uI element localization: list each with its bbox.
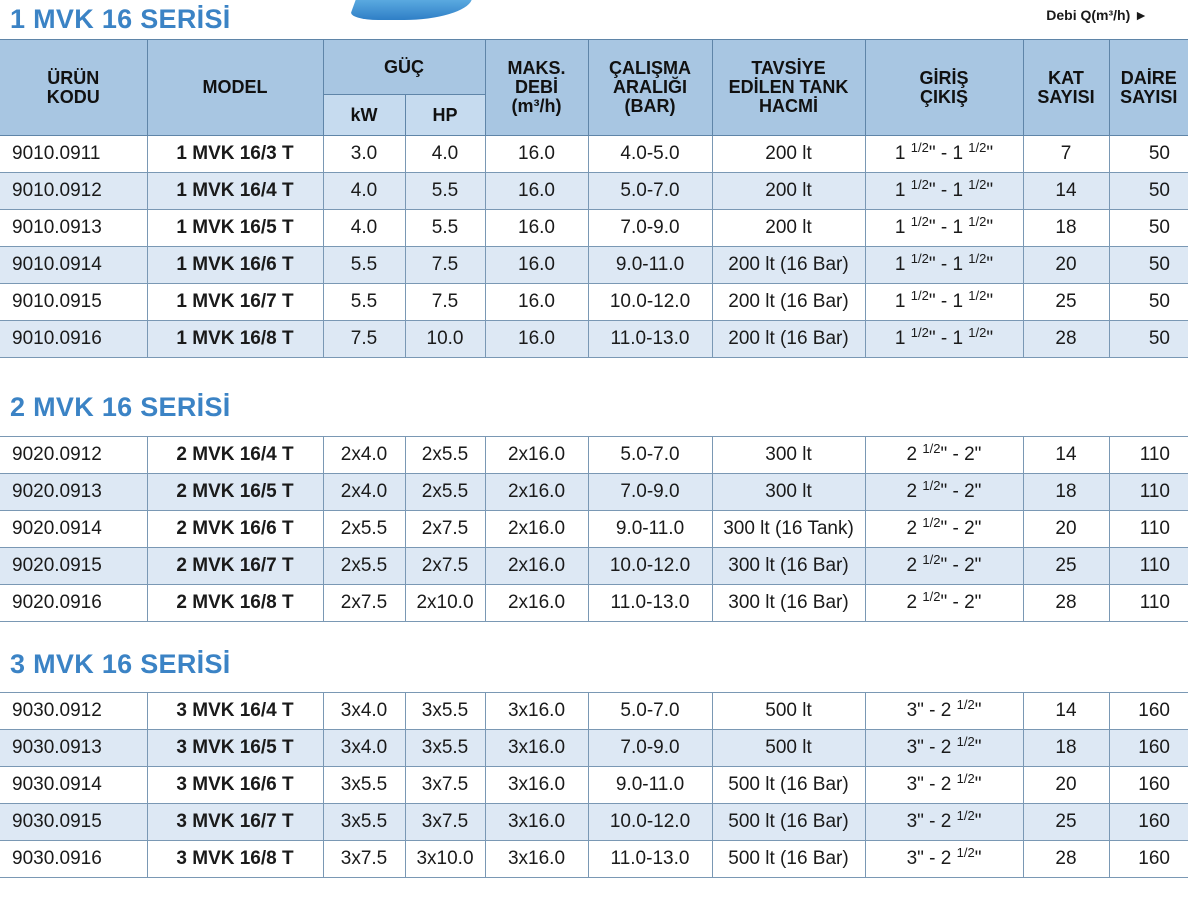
product-code-cell: 9010.0915 [0, 284, 147, 321]
inch-size-text: " [974, 811, 982, 832]
apartment-count-cell: 110 [1109, 548, 1188, 585]
product-code-cell: 9020.0914 [0, 511, 147, 548]
model-cell: 1 MVK 16/3 T [147, 136, 323, 173]
apartment-count-cell: 50 [1109, 136, 1188, 173]
inch-size-text: " [974, 848, 982, 869]
max-flow-cell: 16.0 [485, 136, 588, 173]
floor-count-cell: 20 [1023, 247, 1109, 284]
hp-cell: 5.5 [405, 173, 485, 210]
inch-size-text: " - 1 [928, 291, 969, 312]
kw-cell: 5.5 [323, 247, 405, 284]
inch-fraction: 1/2 [922, 478, 941, 493]
inch-fraction: 1/2 [910, 214, 929, 229]
kw-cell: 2x5.5 [323, 548, 405, 585]
inch-size-text: 3" - 2 [906, 737, 957, 758]
kw-cell: 2x4.0 [323, 474, 405, 511]
product-code-cell: 9020.0915 [0, 548, 147, 585]
max-flow-cell: 2x16.0 [485, 511, 588, 548]
kw-cell: 3x4.0 [323, 730, 405, 767]
inch-size-text: 3" - 2 [906, 811, 957, 832]
floor-count-cell: 14 [1023, 437, 1109, 474]
inlet-outlet-cell [865, 210, 1023, 247]
hp-cell: 5.5 [405, 210, 485, 247]
floor-count-cell: 18 [1023, 474, 1109, 511]
floor-count-cell: 25 [1023, 548, 1109, 585]
model-cell: 3 MVK 16/5 T [147, 730, 323, 767]
max-flow-cell: 3x16.0 [485, 767, 588, 804]
apartment-count-cell: 110 [1109, 585, 1188, 622]
spec-table-2 [0, 436, 1188, 622]
inch-size-text: " [986, 217, 994, 238]
tank-volume-cell: 200 lt [712, 136, 865, 173]
inch-size-text: 1 [894, 217, 911, 238]
tank-volume-cell: 200 lt [712, 210, 865, 247]
tank-volume-cell: 300 lt (16 Bar) [712, 548, 865, 585]
apartment-count-cell: 160 [1109, 730, 1188, 767]
series-title-2: 2 MVK 16 SERİSİ [10, 392, 231, 422]
model-cell: 1 MVK 16/6 T [147, 247, 323, 284]
hp-cell: 4.0 [405, 136, 485, 173]
max-flow-cell: 16.0 [485, 321, 588, 358]
inlet-outlet-cell [865, 511, 1023, 548]
inch-size-text: " - 1 [928, 328, 969, 349]
product-code-cell: 9020.0916 [0, 585, 147, 622]
operating-range-cell: 11.0-13.0 [588, 321, 712, 358]
apartment-count-cell: 160 [1109, 841, 1188, 878]
inlet-outlet-cell [865, 767, 1023, 804]
inch-fraction: 1/2 [910, 140, 929, 155]
floor-count-cell: 28 [1023, 321, 1109, 358]
inch-fraction: 1/2 [956, 697, 975, 712]
header-power: GÜÇ [323, 40, 485, 95]
operating-range-cell: 10.0-12.0 [588, 548, 712, 585]
operating-range-cell: 5.0-7.0 [588, 693, 712, 730]
inch-size-text: 2 [906, 518, 923, 539]
max-flow-cell: 16.0 [485, 247, 588, 284]
kw-cell: 2x5.5 [323, 511, 405, 548]
inlet-outlet-cell [865, 173, 1023, 210]
tank-volume-cell: 200 lt (16 Bar) [712, 247, 865, 284]
spec-table-1 [0, 39, 1188, 358]
product-code-cell: 9030.0913 [0, 730, 147, 767]
inch-size-text: " [974, 700, 982, 721]
inch-fraction: 1/2 [968, 288, 987, 303]
inch-size-text: " - 1 [928, 217, 969, 238]
series-title-3: 3 MVK 16 SERİSİ [10, 649, 231, 679]
table-row [0, 474, 1188, 511]
model-cell: 2 MVK 16/6 T [147, 511, 323, 548]
tank-volume-cell: 500 lt (16 Bar) [712, 804, 865, 841]
inlet-outlet-cell [865, 585, 1023, 622]
inlet-outlet-cell [865, 693, 1023, 730]
inlet-outlet-cell [865, 437, 1023, 474]
operating-range-cell: 4.0-5.0 [588, 136, 712, 173]
header-product-code: ÜRÜN KODU [0, 40, 147, 136]
inch-size-text: " [974, 737, 982, 758]
max-flow-cell: 3x16.0 [485, 804, 588, 841]
inch-size-text: 2 [906, 444, 923, 465]
table-header [0, 40, 1188, 136]
floor-count-cell: 28 [1023, 841, 1109, 878]
kw-cell: 4.0 [323, 173, 405, 210]
inch-size-text: " - 1 [928, 143, 969, 164]
max-flow-cell: 2x16.0 [485, 585, 588, 622]
inch-size-text: 3" - 2 [906, 848, 957, 869]
floor-count-cell: 18 [1023, 730, 1109, 767]
inch-fraction: 1/2 [910, 325, 929, 340]
inch-size-text: 2 [906, 592, 923, 613]
hp-cell: 3x7.5 [405, 804, 485, 841]
apartment-count-cell: 160 [1109, 767, 1188, 804]
model-cell: 2 MVK 16/8 T [147, 585, 323, 622]
inch-size-text: 3" - 2 [906, 700, 957, 721]
tank-volume-cell: 500 lt [712, 693, 865, 730]
hp-cell: 10.0 [405, 321, 485, 358]
kw-cell: 3.0 [323, 136, 405, 173]
flow-rate-label: Debi Q(m³/h) ► [1046, 7, 1148, 23]
inlet-outlet-cell [865, 284, 1023, 321]
series-title-1: 1 MVK 16 SERİSİ [10, 4, 231, 34]
kw-cell: 3x5.5 [323, 767, 405, 804]
table-row [0, 841, 1188, 878]
inch-size-text: " - 2" [940, 444, 982, 465]
kw-cell: 4.0 [323, 210, 405, 247]
floor-count-cell: 14 [1023, 693, 1109, 730]
inch-size-text: " - 1 [928, 180, 969, 201]
model-cell: 3 MVK 16/6 T [147, 767, 323, 804]
model-cell: 1 MVK 16/4 T [147, 173, 323, 210]
hp-cell: 2x5.5 [405, 437, 485, 474]
table-row [0, 210, 1188, 247]
floor-count-cell: 20 [1023, 767, 1109, 804]
inlet-outlet-cell [865, 548, 1023, 585]
operating-range-cell: 10.0-12.0 [588, 804, 712, 841]
product-code-cell: 9010.0912 [0, 173, 147, 210]
inch-size-text: " [986, 143, 994, 164]
floor-count-cell: 14 [1023, 173, 1109, 210]
hp-cell: 7.5 [405, 247, 485, 284]
inch-size-text: 2 [906, 555, 923, 576]
model-cell: 2 MVK 16/7 T [147, 548, 323, 585]
model-cell: 2 MVK 16/4 T [147, 437, 323, 474]
header-apartment-count: DAİRE SAYISI [1109, 40, 1188, 136]
inlet-outlet-cell [865, 136, 1023, 173]
max-flow-cell: 3x16.0 [485, 730, 588, 767]
floor-count-cell: 7 [1023, 136, 1109, 173]
hp-cell: 3x10.0 [405, 841, 485, 878]
tank-volume-cell: 200 lt [712, 173, 865, 210]
inlet-outlet-cell [865, 321, 1023, 358]
floor-count-cell: 18 [1023, 210, 1109, 247]
kw-cell: 7.5 [323, 321, 405, 358]
inch-fraction: 1/2 [922, 441, 941, 456]
inlet-outlet-cell [865, 804, 1023, 841]
header-floor-count: KAT SAYISI [1023, 40, 1109, 136]
inch-fraction: 1/2 [910, 251, 929, 266]
operating-range-cell: 9.0-11.0 [588, 511, 712, 548]
product-code-cell: 9010.0913 [0, 210, 147, 247]
kw-cell: 2x4.0 [323, 437, 405, 474]
tank-volume-cell: 300 lt [712, 474, 865, 511]
inch-size-text: 1 [894, 291, 911, 312]
inch-fraction: 1/2 [968, 214, 987, 229]
operating-range-cell: 5.0-7.0 [588, 173, 712, 210]
apartment-count-cell: 50 [1109, 284, 1188, 321]
tank-volume-cell: 300 lt [712, 437, 865, 474]
table-row [0, 321, 1188, 358]
apartment-count-cell: 160 [1109, 693, 1188, 730]
inch-size-text: " - 2" [940, 555, 982, 576]
tank-volume-cell: 200 lt (16 Bar) [712, 284, 865, 321]
product-code-cell: 9010.0914 [0, 247, 147, 284]
max-flow-cell: 16.0 [485, 210, 588, 247]
max-flow-cell: 2x16.0 [485, 437, 588, 474]
header-max-flow: MAKS. DEBİ (m³/h) [485, 40, 588, 136]
table-row [0, 804, 1188, 841]
inch-fraction: 1/2 [922, 515, 941, 530]
inch-size-text: " - 2" [940, 592, 982, 613]
product-code-cell: 9020.0912 [0, 437, 147, 474]
pump-image-fragment [348, 0, 471, 20]
product-code-cell: 9010.0911 [0, 136, 147, 173]
inch-fraction: 1/2 [910, 288, 929, 303]
table-row [0, 173, 1188, 210]
hp-cell: 3x5.5 [405, 693, 485, 730]
inch-fraction: 1/2 [922, 589, 941, 604]
header-kw: kW [323, 95, 405, 136]
header-operating-range: ÇALIŞMA ARALIĞI (BAR) [588, 40, 712, 136]
operating-range-cell: 7.0-9.0 [588, 474, 712, 511]
operating-range-cell: 11.0-13.0 [588, 841, 712, 878]
tank-volume-cell: 500 lt (16 Bar) [712, 767, 865, 804]
kw-cell: 2x7.5 [323, 585, 405, 622]
header-inlet-outlet: GİRİŞ ÇIKIŞ [865, 40, 1023, 136]
table-body-1 [0, 136, 1188, 358]
inch-size-text: 1 [894, 180, 911, 201]
inch-size-text: 3" - 2 [906, 774, 957, 795]
kw-cell: 3x5.5 [323, 804, 405, 841]
apartment-count-cell: 50 [1109, 247, 1188, 284]
inlet-outlet-cell [865, 841, 1023, 878]
product-code-cell: 9030.0912 [0, 693, 147, 730]
product-code-cell: 9010.0916 [0, 321, 147, 358]
model-cell: 3 MVK 16/7 T [147, 804, 323, 841]
product-code-cell: 9030.0914 [0, 767, 147, 804]
inch-size-text: 2 [906, 481, 923, 502]
apartment-count-cell: 160 [1109, 804, 1188, 841]
table-row [0, 548, 1188, 585]
inch-fraction: 1/2 [968, 177, 987, 192]
kw-cell: 3x4.0 [323, 693, 405, 730]
inch-fraction: 1/2 [956, 845, 975, 860]
operating-range-cell: 7.0-9.0 [588, 210, 712, 247]
inch-fraction: 1/2 [968, 140, 987, 155]
max-flow-cell: 2x16.0 [485, 548, 588, 585]
inch-size-text: " - 2" [940, 481, 982, 502]
table-row [0, 693, 1188, 730]
inch-fraction: 1/2 [922, 552, 941, 567]
hp-cell: 2x10.0 [405, 585, 485, 622]
spec-table-3 [0, 692, 1188, 878]
product-code-cell: 9030.0915 [0, 804, 147, 841]
model-cell: 3 MVK 16/8 T [147, 841, 323, 878]
inch-size-text: " [986, 180, 994, 201]
tank-volume-cell: 200 lt (16 Bar) [712, 321, 865, 358]
inch-size-text: " - 2" [940, 518, 982, 539]
table-row [0, 511, 1188, 548]
inch-size-text: " [986, 328, 994, 349]
inch-fraction: 1/2 [968, 325, 987, 340]
max-flow-cell: 16.0 [485, 284, 588, 321]
table-row [0, 284, 1188, 321]
apartment-count-cell: 50 [1109, 173, 1188, 210]
model-cell: 2 MVK 16/5 T [147, 474, 323, 511]
inch-size-text: " [986, 254, 994, 275]
kw-cell: 5.5 [323, 284, 405, 321]
model-cell: 1 MVK 16/7 T [147, 284, 323, 321]
hp-cell: 3x7.5 [405, 767, 485, 804]
apartment-count-cell: 110 [1109, 511, 1188, 548]
hp-cell: 2x7.5 [405, 511, 485, 548]
tank-volume-cell: 300 lt (16 Bar) [712, 585, 865, 622]
tank-volume-cell: 300 lt (16 Tank) [712, 511, 865, 548]
table-row [0, 136, 1188, 173]
header-model: MODEL [147, 40, 323, 136]
model-cell: 3 MVK 16/4 T [147, 693, 323, 730]
inlet-outlet-cell [865, 247, 1023, 284]
model-cell: 1 MVK 16/8 T [147, 321, 323, 358]
apartment-count-cell: 50 [1109, 321, 1188, 358]
max-flow-cell: 3x16.0 [485, 841, 588, 878]
inch-fraction: 1/2 [910, 177, 929, 192]
table-row [0, 730, 1188, 767]
inlet-outlet-cell [865, 474, 1023, 511]
floor-count-cell: 25 [1023, 804, 1109, 841]
inch-size-text: 1 [894, 328, 911, 349]
inch-size-text: " [986, 291, 994, 312]
operating-range-cell: 7.0-9.0 [588, 730, 712, 767]
inch-fraction: 1/2 [956, 808, 975, 823]
tank-volume-cell: 500 lt [712, 730, 865, 767]
floor-count-cell: 25 [1023, 284, 1109, 321]
floor-count-cell: 28 [1023, 585, 1109, 622]
operating-range-cell: 10.0-12.0 [588, 284, 712, 321]
model-cell: 1 MVK 16/5 T [147, 210, 323, 247]
hp-cell: 3x5.5 [405, 730, 485, 767]
table-row [0, 585, 1188, 622]
operating-range-cell: 11.0-13.0 [588, 585, 712, 622]
inch-fraction: 1/2 [956, 771, 975, 786]
inch-size-text: " - 1 [928, 254, 969, 275]
apartment-count-cell: 110 [1109, 474, 1188, 511]
hp-cell: 7.5 [405, 284, 485, 321]
floor-count-cell: 20 [1023, 511, 1109, 548]
header-tank-volume: TAVSİYE EDİLEN TANK HACMİ [712, 40, 865, 136]
inch-size-text: 1 [894, 254, 911, 275]
operating-range-cell: 5.0-7.0 [588, 437, 712, 474]
apartment-count-cell: 50 [1109, 210, 1188, 247]
table-body-3 [0, 693, 1188, 878]
inch-fraction: 1/2 [956, 734, 975, 749]
inch-size-text: " [974, 774, 982, 795]
header-hp: HP [405, 95, 485, 136]
kw-cell: 3x7.5 [323, 841, 405, 878]
product-code-cell: 9030.0916 [0, 841, 147, 878]
table-row [0, 767, 1188, 804]
tank-volume-cell: 500 lt (16 Bar) [712, 841, 865, 878]
hp-cell: 2x7.5 [405, 548, 485, 585]
table-row [0, 247, 1188, 284]
max-flow-cell: 2x16.0 [485, 474, 588, 511]
operating-range-cell: 9.0-11.0 [588, 247, 712, 284]
max-flow-cell: 16.0 [485, 173, 588, 210]
table-row [0, 437, 1188, 474]
inlet-outlet-cell [865, 730, 1023, 767]
apartment-count-cell: 110 [1109, 437, 1188, 474]
hp-cell: 2x5.5 [405, 474, 485, 511]
max-flow-cell: 3x16.0 [485, 693, 588, 730]
inch-fraction: 1/2 [968, 251, 987, 266]
operating-range-cell: 9.0-11.0 [588, 767, 712, 804]
inch-size-text: 1 [894, 143, 911, 164]
product-code-cell: 9020.0913 [0, 474, 147, 511]
table-body-2 [0, 437, 1188, 622]
